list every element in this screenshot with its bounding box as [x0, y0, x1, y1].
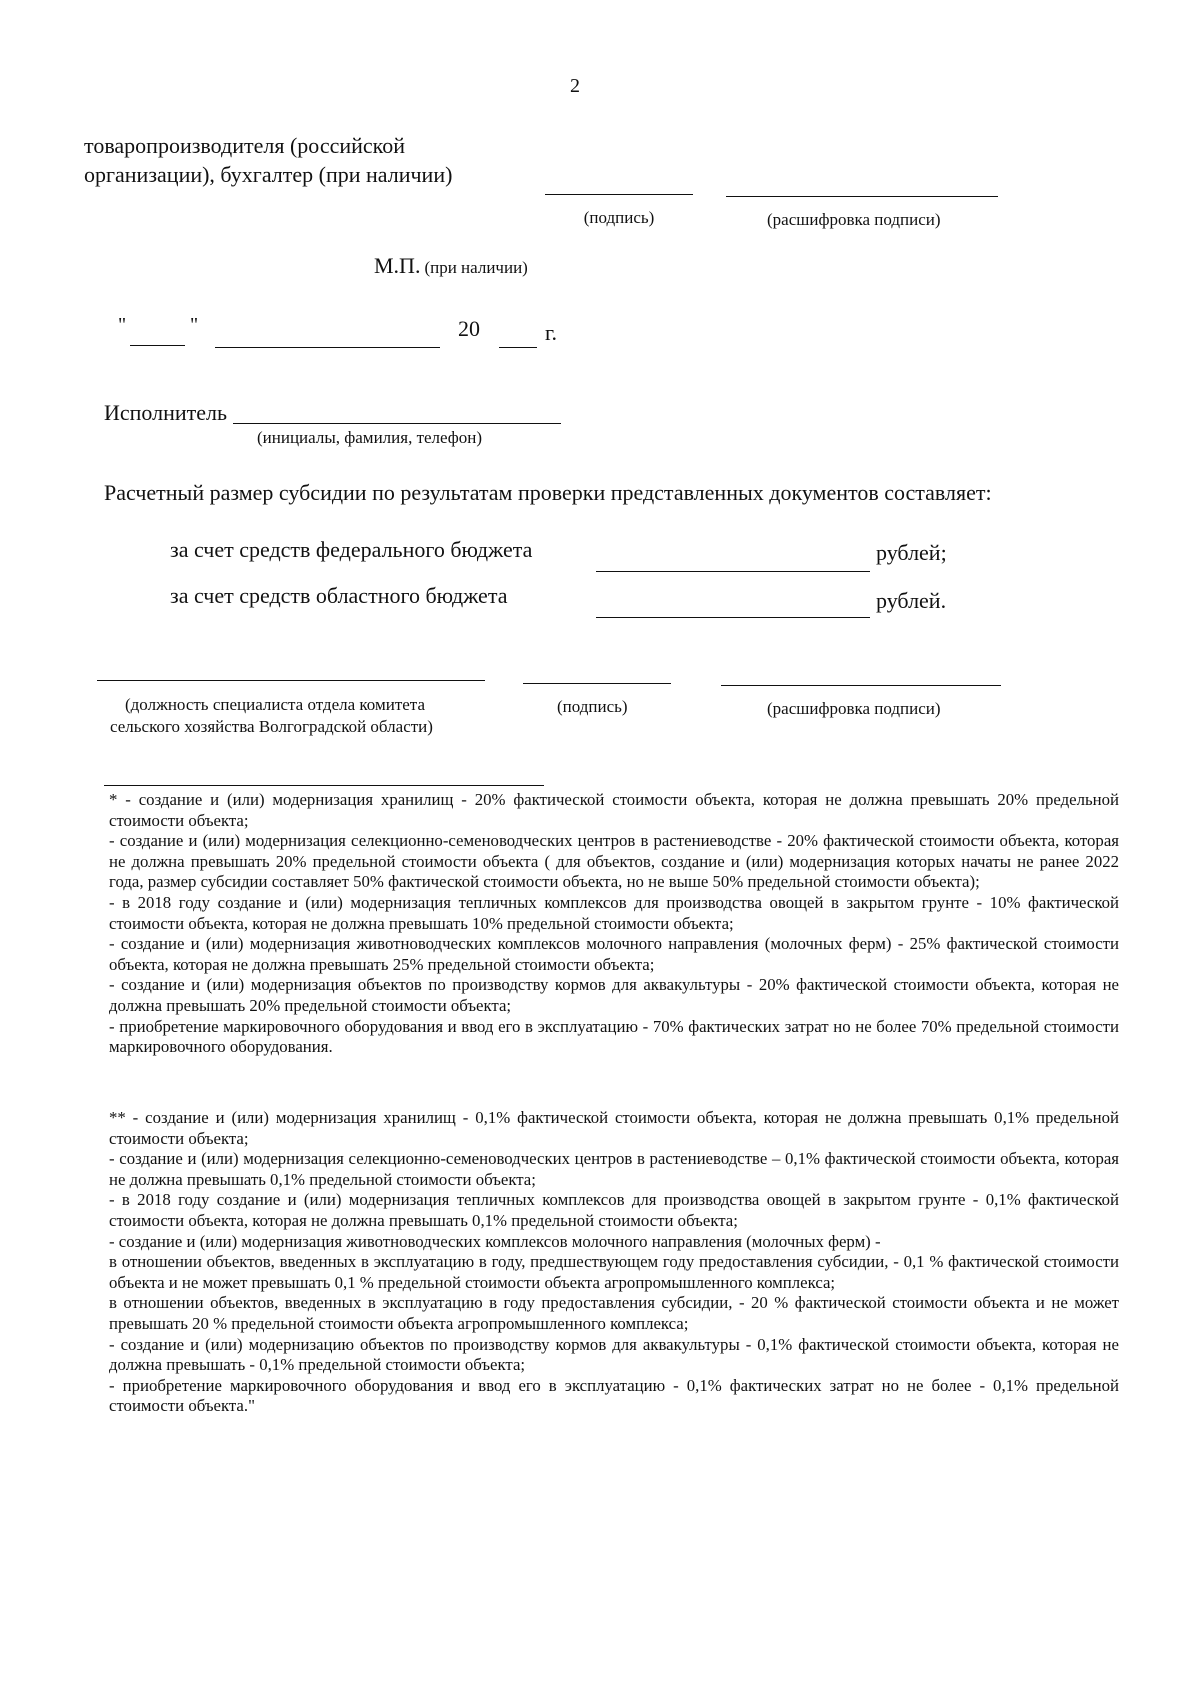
executor-line	[233, 423, 561, 424]
footnote-2-item: - создание и (или) модернизация животноводческих комплексов молочного направления (молочных ферм) -	[109, 1231, 881, 1251]
executor-caption: (инициалы, фамилия, телефон)	[257, 428, 483, 447]
date-year-line	[499, 347, 537, 348]
regional-amount-line	[596, 617, 870, 618]
federal-unit: рублей;	[876, 540, 947, 565]
date-quote-open: "	[118, 314, 127, 336]
federal-amount-line	[596, 571, 870, 572]
date-day-line	[130, 345, 185, 346]
footnote-single-star	[109, 790, 1119, 1058]
footnote-2-item: ** - создание и (или) модернизация хранилищ - 0,1% фактической стоимости объекта, которая не должна превышать 0,1% предельной стоимости объекта;	[109, 1108, 1119, 1148]
position-caption-1: (должность специалиста отдела комитета	[125, 695, 425, 714]
footnote-2-item: - в 2018 году создание и (или) модернизация тепличных комплексов для производства овощей в закрытом грунте - 0,1% фактической стоимости объекта, которая не должна превышать 0,1% предельной стоимости объекта;	[109, 1190, 1119, 1230]
footnote-1-item: - создание и (или) модернизация объектов по производству кормов для аквакультуры - 20% фактической стоимости объекта, которая не должна превышать 20% предельной стоимости объекта;	[109, 975, 1119, 1015]
regional-unit: рублей.	[876, 588, 947, 613]
date-year-suffix: г.	[545, 320, 558, 345]
date-year-prefix: 20	[458, 316, 480, 341]
footnote-1-item: - приобретение маркировочного оборудования и ввод его в эксплуатацию - 70% фактических затрат но не более 70% предельной стоимости маркировочного оборудования.	[109, 1016, 1119, 1057]
footnote-2-item: - создание и (или) модернизация селекционно-семеноводческих центров в растениеводстве – 0,1% фактической стоимости объекта, которая не должна превышать 0,1% предельной стоимости объекта;	[109, 1149, 1119, 1189]
regional-label: за счет средств областного бюджета	[170, 583, 508, 608]
date-month-line	[215, 347, 440, 348]
signature-line	[545, 194, 693, 195]
footnote-2-item: в отношении объектов, введенных в эксплуатацию в году, предшествующем году предоставления субсидии, - 0,1 % фактической стоимости объекта и не может превышать 0,1 % предельной стоимости объекта агропромышленного комплекса;	[109, 1252, 1119, 1292]
decoding-line	[726, 196, 998, 197]
footnote-1-item: * - создание и (или) модернизация хранилищ - 20% фактической стоимости объекта, которая не должна превышать 20% предельной стоимости объекта;	[109, 790, 1119, 830]
calc-statement: Расчетный размер субсидии по результатам проверки представленных документов составляет:	[104, 480, 992, 505]
footnote-2-item: - приобретение маркировочного оборудования и ввод его в эксплуатацию - 0,1% фактических затрат но не более - 0,1% предельной стоимости объекта."	[109, 1375, 1119, 1416]
footnote-1-item: - создание и (или) модернизация селекционно-семеноводческих центров в растениеводстве - 20% фактической стоимости объекта, которая не должна превышать 20% предельной стоимости объекта ( для объектов, создание и (или) модернизация которых начаты не ранее 2022 года, размер субсидии составляет 50% фактической стоимости объекта, но не выше 50% предельной стоимости объекта);	[109, 831, 1119, 892]
stamp-label: М.П.	[374, 253, 421, 278]
specialist-signature-line	[523, 683, 671, 684]
decoding-caption: (расшифровка подписи)	[767, 210, 941, 229]
header-line-1: товаропроизводителя (российской	[84, 133, 406, 158]
header-line-2: организации), бухгалтер (при наличии)	[84, 162, 453, 187]
specialist-signature-caption: (подпись)	[557, 697, 628, 716]
footnote-1-item: - в 2018 году создание и (или) модернизация тепличных комплексов для производства овощей в закрытом грунте - 10% фактической стоимости объекта, которая не должна превышать 10% предельной стоимости объекта;	[109, 892, 1119, 933]
position-caption-2: сельского хозяйства Волгоградской области)	[110, 717, 433, 736]
footnote-separator	[104, 785, 544, 786]
footnote-2-item: в отношении объектов, введенных в эксплуатацию в году предоставления субсидии, - 20 % фактической стоимости объекта и не может превышать 20 % предельной стоимости объекта агропромышленного комплекса;	[109, 1293, 1119, 1333]
federal-label: за счет средств федерального бюджета	[170, 537, 533, 562]
footnote-double-star	[109, 1108, 1119, 1417]
footnote-1-item: - создание и (или) модернизация животноводческих комплексов молочного направления (молочных ферм) - 25% фактической стоимости объекта, которая не должна превышать 25% предельной стоимости объекта;	[109, 934, 1119, 974]
page-number: 2	[570, 75, 580, 97]
specialist-decoding-caption: (расшифровка подписи)	[767, 699, 941, 718]
signature-caption: (подпись)	[583, 208, 655, 227]
footnote-2-item: - создание и (или) модернизацию объектов по производству кормов для аквакультуры - 0,1% фактической стоимости объекта, которая не должна превышать - 0,1% предельной стоимости объекта;	[109, 1334, 1119, 1375]
executor-label: Исполнитель	[104, 400, 228, 425]
position-line	[97, 680, 485, 681]
stamp-place	[374, 253, 528, 279]
date-quote-close: "	[190, 314, 199, 336]
stamp-note: (при наличии)	[424, 258, 528, 277]
specialist-decoding-line	[721, 685, 1001, 686]
